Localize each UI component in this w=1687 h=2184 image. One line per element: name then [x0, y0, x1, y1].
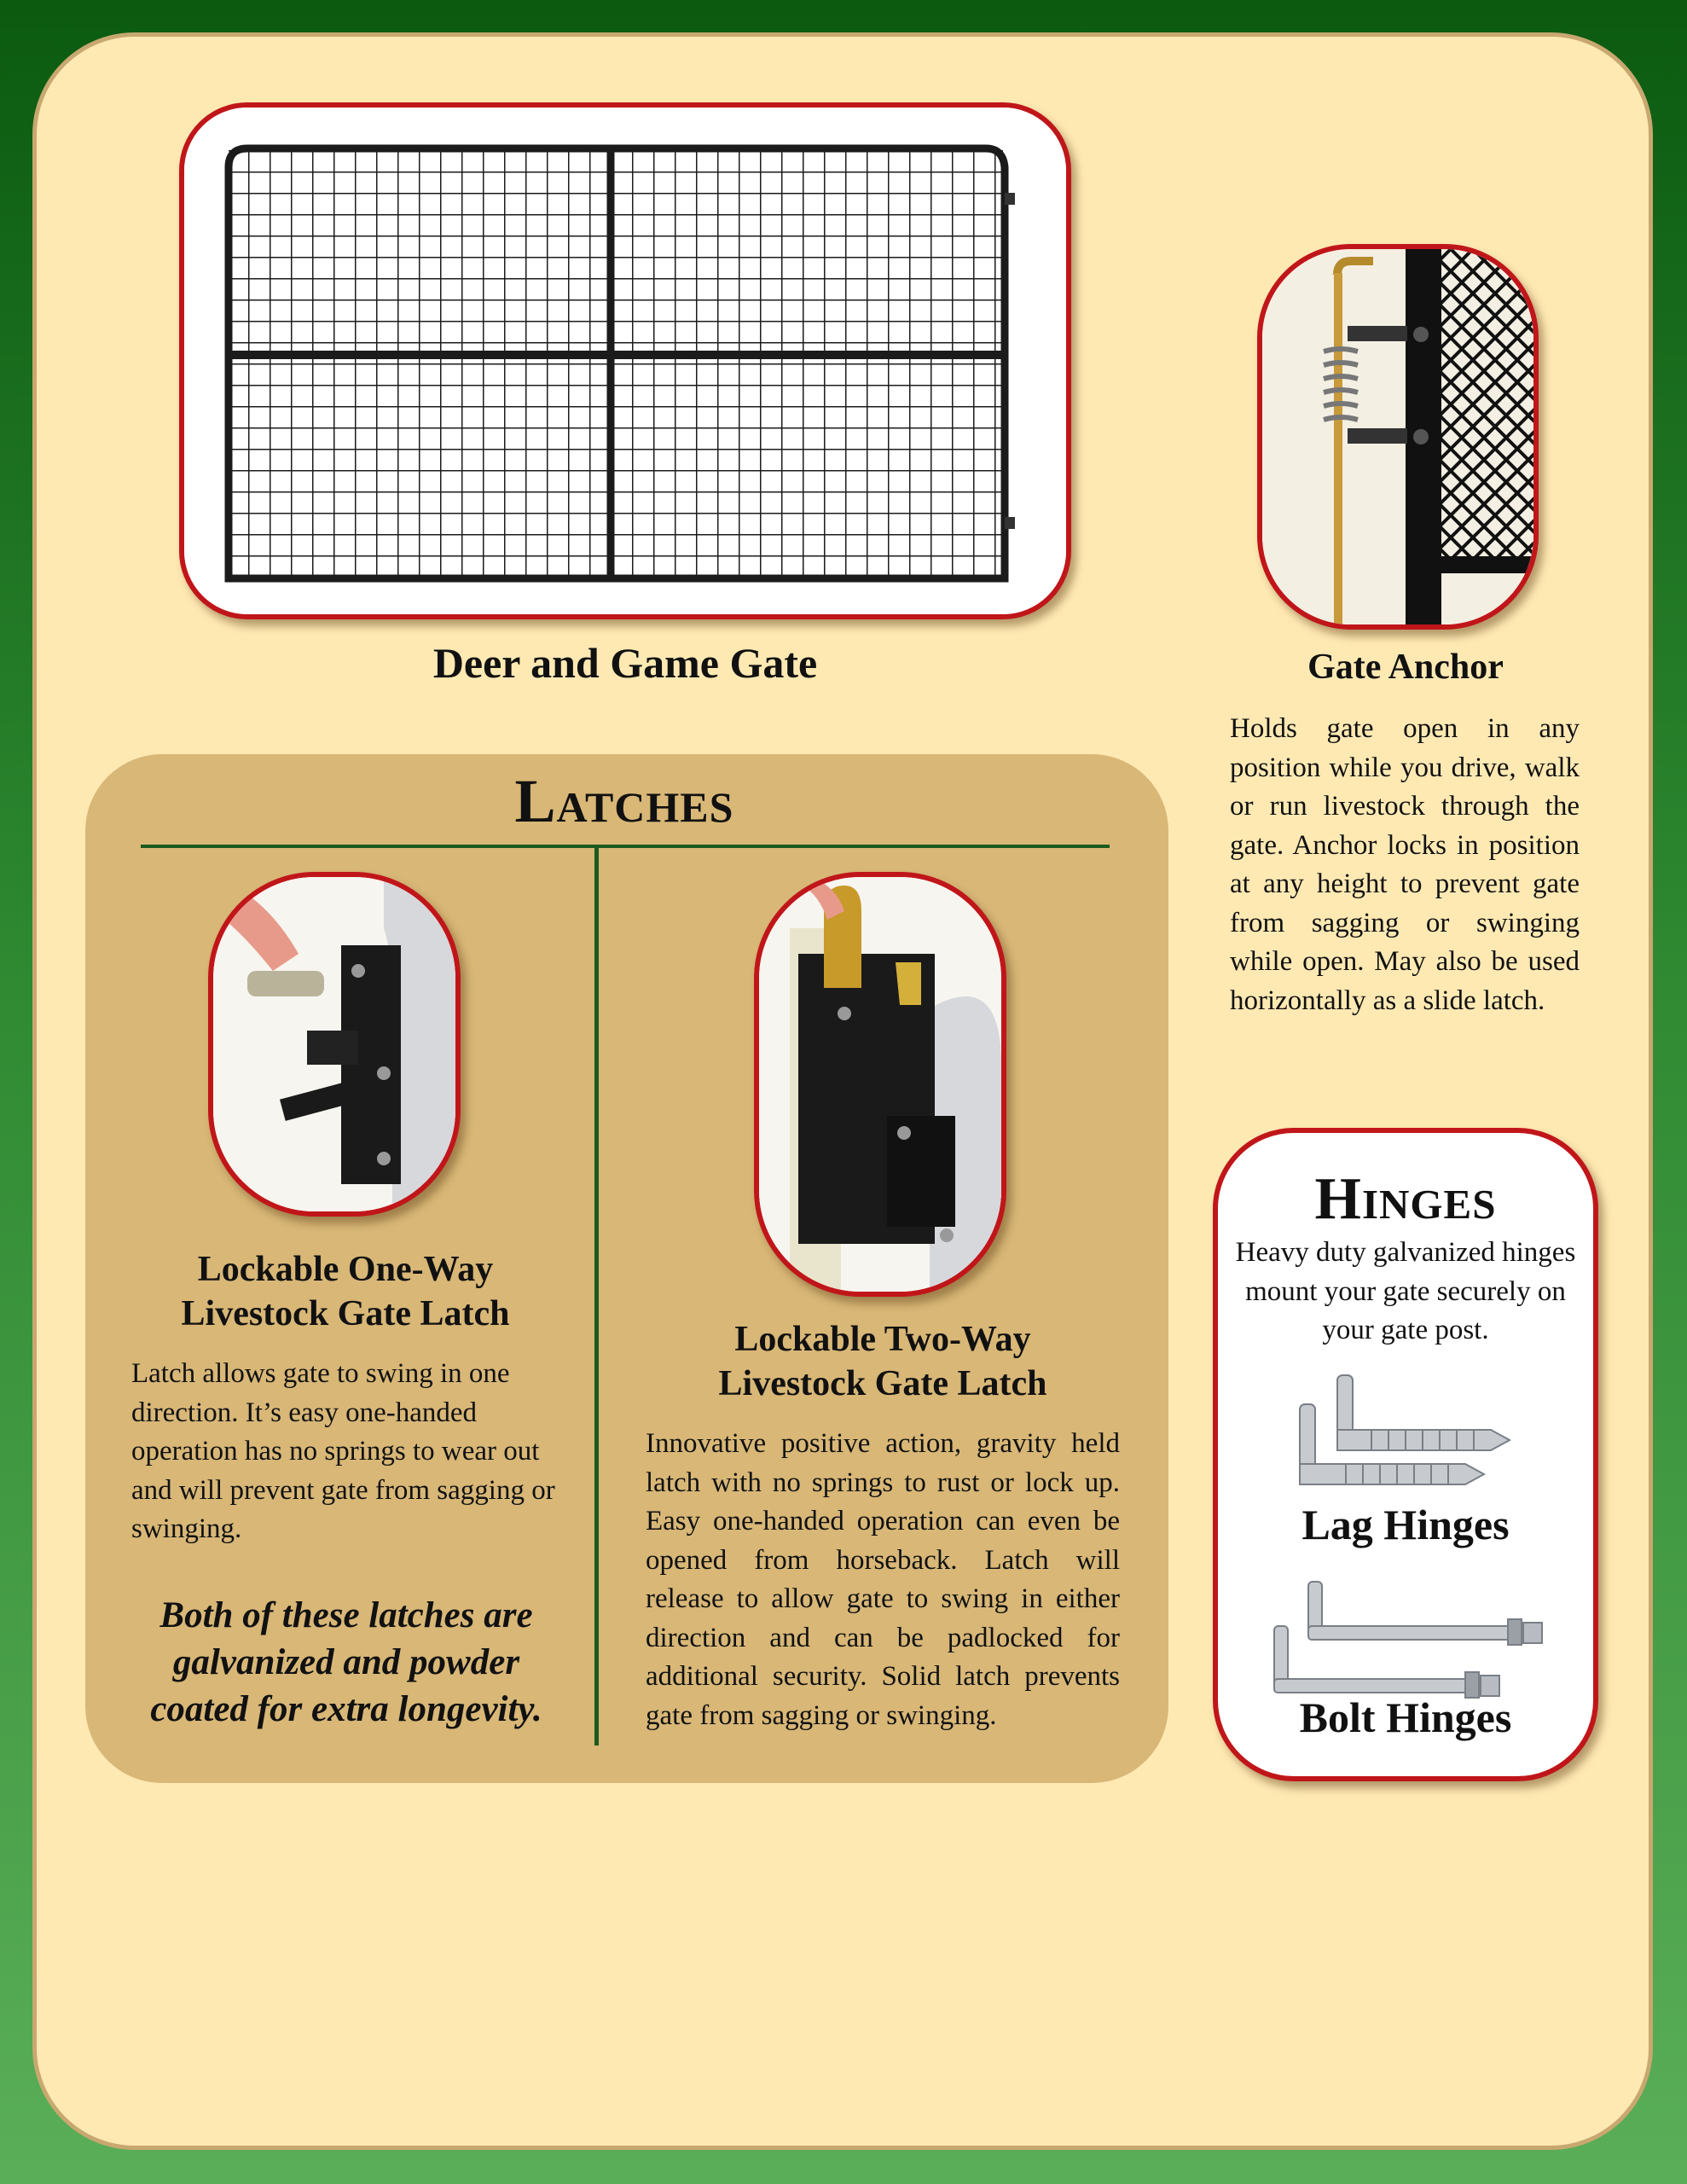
- hinges-heading: Hinges: [1314, 1166, 1497, 1232]
- hinges-description: Heavy duty galvanized hinges mount your gate securely on your gate post.: [1235, 1237, 1576, 1345]
- latches-divider: [594, 846, 599, 1745]
- gate-caption: Deer and Game Gate: [432, 639, 818, 687]
- two-way-latch-title-line2: Livestock Gate Latch: [718, 1364, 1047, 1403]
- lag-hinges-label: Lag Hinges: [1301, 1501, 1510, 1548]
- one-way-latch-title: [128, 1247, 563, 1336]
- gate-illustration: [184, 107, 1066, 614]
- two-way-latch-description: Innovative positive action, gravity held latch with no springs to rust or lock up. Easy one-handed operation can even be opened from horseback. Latch will release to allow gate to swing in either direction and can be padlocked for additional security. Solid latch prevents gate from sagging or swinging.: [646, 1428, 1120, 1731]
- hinges-card: [1213, 1128, 1598, 1781]
- two-way-latch-photo: [754, 872, 1006, 1297]
- deer-game-gate-photo: [179, 102, 1071, 619]
- bolt-hinges-icon: [1252, 1578, 1559, 1706]
- two-way-latch-illustration: [759, 877, 1001, 1292]
- one-way-latch-description: Latch allows gate to swing in one direction. It’s easy one-handed operation has no springs to wear out and will prevent gate from sagging or swinging.: [131, 1358, 555, 1544]
- one-way-latch-title-line1: Lockable One-Way: [197, 1250, 494, 1289]
- latches-heading: Latches: [514, 767, 734, 835]
- gate-anchor-illustration: [1262, 249, 1533, 624]
- lag-hinges-icon: [1278, 1370, 1533, 1498]
- two-way-latch-title: [644, 1317, 1122, 1406]
- latches-note: Both of these latches are galvanized and powder coated for extra longevity.: [150, 1595, 542, 1729]
- anchor-description: Holds gate open in any position while you drive, walk or run livestock through the gate. Anchor locks in position at any height to prevent gate from sagging or swinging while open. May also be used horizontally as a slide latch.: [1230, 713, 1580, 1016]
- one-way-latch-photo: [208, 872, 461, 1217]
- one-way-latch-illustration: [213, 877, 455, 1211]
- one-way-latch-title-line2: Livestock Gate Latch: [181, 1294, 510, 1333]
- two-way-latch-title-line1: Lockable Two-Way: [734, 1320, 1031, 1359]
- gate-anchor-photo: [1257, 244, 1539, 630]
- latches-heading-rule: [141, 845, 1110, 848]
- anchor-title: Gate Anchor: [1307, 648, 1504, 687]
- bolt-hinges-label: Bolt Hinges: [1299, 1693, 1512, 1741]
